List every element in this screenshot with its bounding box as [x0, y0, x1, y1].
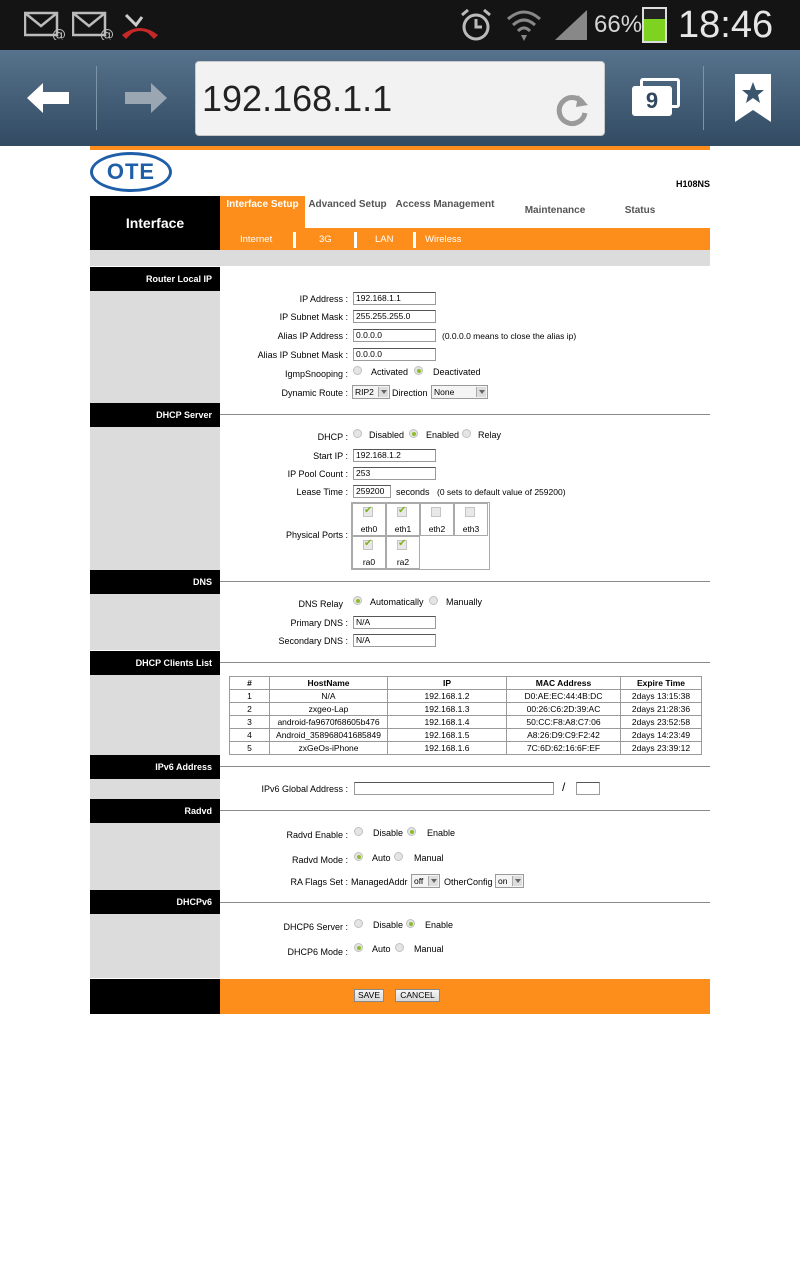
dhcp-disabled-label: Disabled	[369, 430, 405, 440]
section-title: Interface	[90, 196, 220, 250]
lease-time-label: Lease Time :	[296, 487, 348, 497]
dhcpv6-header: DHCPv6	[90, 890, 220, 914]
radvd-manual-label: Manual	[414, 853, 444, 863]
dhcp-enabled-radio[interactable]	[409, 429, 418, 438]
subtab-wireless[interactable]: Wireless	[425, 234, 462, 245]
svg-text:@: @	[52, 27, 66, 40]
ote-logo: OTE	[90, 152, 172, 192]
port-ra2[interactable]: ✔ ra2	[386, 536, 420, 569]
subtab-internet[interactable]: Internet	[240, 234, 273, 245]
igmp-deactivated-radio[interactable]	[414, 366, 423, 375]
table-header-row: # HostName IP MAC Address Expire Time	[230, 677, 702, 690]
dhcp6-server-label: DHCP6 Server :	[283, 922, 348, 932]
dns-header: DNS	[90, 570, 220, 594]
tab-status[interactable]: Status	[624, 205, 656, 216]
subtab-3g[interactable]: 3G	[319, 234, 332, 245]
dhcp-clients-table	[229, 676, 702, 755]
start-ip-label: Start IP :	[313, 451, 348, 461]
forward-button[interactable]	[98, 50, 194, 146]
secondary-dns-label: Secondary DNS :	[278, 636, 348, 646]
subtab-lan[interactable]: LAN	[375, 234, 394, 245]
ipv6-global-input[interactable]	[354, 782, 554, 795]
checkbox-icon	[431, 507, 441, 517]
back-arrow-icon	[25, 81, 71, 115]
cancel-button[interactable]: CANCEL	[395, 989, 440, 1002]
physical-ports-box	[351, 502, 490, 570]
tabs-icon	[630, 78, 680, 118]
port-eth2[interactable]: eth2	[420, 503, 454, 536]
dynamic-route-select[interactable]: RIP2	[352, 385, 390, 399]
dns-auto-label: Automatically	[370, 597, 424, 607]
ipv6-global-label: IPv6 Global Address :	[261, 784, 348, 794]
dhcp-clients-header: DHCP Clients List	[90, 651, 220, 675]
pool-count-input[interactable]: 253	[353, 467, 436, 480]
tab-interface-setup[interactable]: Interface Setup	[226, 199, 299, 210]
dhcp6-auto-radio[interactable]	[354, 943, 363, 952]
footer-left	[90, 979, 220, 1014]
tab-maintenance[interactable]: Maintenance	[524, 205, 586, 216]
battery-percent: 66%	[594, 11, 643, 38]
alias-ip-input[interactable]: 0.0.0.0	[353, 329, 436, 342]
ipv6-prefix-input[interactable]	[576, 782, 600, 795]
missed-call-icon	[120, 6, 162, 44]
dhcp6-manual-label: Manual	[414, 944, 444, 954]
url-text: 192.168.1.1	[202, 78, 393, 119]
dhcp-relay-label: Relay	[478, 430, 502, 440]
managed-addr-label: ManagedAddr	[351, 877, 408, 887]
start-ip-input[interactable]: 192.168.1.2	[353, 449, 436, 462]
dhcp-enabled-label: Enabled	[426, 430, 460, 440]
battery-icon	[642, 6, 667, 44]
radvd-auto-label: Auto	[372, 853, 391, 863]
dhcp6-auto-label: Auto	[372, 944, 391, 954]
refresh-icon[interactable]	[554, 80, 590, 153]
dns-manual-label: Manually	[446, 597, 483, 607]
router-local-ip-header: Router Local IP	[90, 267, 220, 291]
dhcp6-enable-text: Enable	[425, 920, 454, 930]
radvd-mode-label: Radvd Mode :	[291, 855, 348, 865]
table-row: 5 zxGeOs-iPhone 192.168.1.6 7C:6D:62:16:6F:EF 2days 23:39:12	[230, 742, 702, 755]
dns-relay-label: DNS Relay	[298, 599, 343, 609]
tab-advanced-setup[interactable]: Advanced Setup	[308, 199, 387, 210]
dhcp6-disable-radio[interactable]	[354, 919, 363, 928]
ra-flags-label: RA Flags Set :	[290, 877, 348, 887]
tab-access-management[interactable]: Access Management	[395, 199, 495, 210]
save-button[interactable]: SAVE	[354, 989, 384, 1002]
managed-addr-select[interactable]: off	[411, 874, 440, 888]
alias-note: (0.0.0.0 means to close the alias ip)	[442, 331, 577, 341]
footer-bar	[220, 979, 710, 1014]
tab-count: 9	[632, 86, 672, 116]
radvd-manual-radio[interactable]	[394, 852, 403, 861]
dhcp6-disable-label: Disable	[373, 920, 404, 930]
physical-ports-label: Physical Ports :	[285, 530, 348, 540]
dhcp-relay-radio[interactable]	[462, 429, 471, 438]
ip-address-label: IP Address :	[299, 294, 348, 304]
checkbox-icon	[363, 507, 373, 517]
forward-arrow-icon	[123, 81, 169, 115]
email-icon	[24, 6, 66, 44]
igmp-deactivated-label: Deactivated	[433, 367, 481, 377]
subnet-mask-label: IP Subnet Mask :	[279, 312, 348, 322]
bookmark-button[interactable]	[706, 50, 800, 146]
lease-note: (0 sets to default value of 259200)	[437, 487, 566, 497]
secondary-dns-input[interactable]: N/A	[353, 634, 436, 647]
dns-manual-radio[interactable]	[429, 596, 438, 605]
subnet-mask-input[interactable]: 255.255.255.0	[353, 310, 436, 323]
port-ra0[interactable]: ✔ ra0	[352, 536, 386, 569]
radvd-header: Radvd	[90, 799, 220, 823]
dhcp-disabled-radio[interactable]	[353, 429, 362, 438]
checkbox-icon	[397, 540, 407, 550]
radvd-auto-radio[interactable]	[354, 852, 363, 861]
port-eth3[interactable]: eth3	[454, 503, 488, 536]
address-bar[interactable]	[195, 61, 605, 136]
lease-unit: seconds	[396, 487, 430, 497]
dhcp6-mode-label: DHCP6 Mode :	[287, 947, 348, 957]
table-row: 4 Android_358968041685849 192.168.1.5 A8:26:D9:C9:F2:42 2days 14:23:49	[230, 729, 702, 742]
signal-icon	[553, 6, 589, 44]
direction-label: Direction	[392, 388, 428, 398]
alias-mask-input[interactable]: 0.0.0.0	[353, 348, 436, 361]
browser-toolbar	[0, 50, 800, 146]
router-page	[90, 146, 710, 1014]
table-row: 2 zxgeo-Lap 192.168.1.3 00:26:C6:2D:39:AC 2days 21:28:36	[230, 703, 702, 716]
dns-auto-radio[interactable]	[353, 596, 362, 605]
direction-select[interactable]: None	[431, 385, 488, 399]
alias-ip-label: Alias IP Address :	[277, 331, 348, 341]
bookmark-icon	[733, 72, 773, 124]
back-button[interactable]	[0, 50, 96, 146]
table-row: 3 android-fa9670f68605b476 192.168.1.4 50:CC:F8:A8:C7:06 2days 23:52:58	[230, 716, 702, 729]
status-bar	[0, 0, 800, 50]
dhcp-server-header: DHCP Server	[90, 403, 220, 427]
model-name: H108NS	[675, 179, 710, 189]
radvd-enable-label: Radvd Enable :	[286, 830, 348, 840]
dynamic-route-label: Dynamic Route :	[281, 388, 348, 398]
radvd-disable-radio[interactable]	[354, 827, 363, 836]
other-config-select[interactable]: on	[495, 874, 524, 888]
primary-dns-input[interactable]: N/A	[353, 616, 436, 629]
lease-time-input[interactable]: 259200	[353, 485, 391, 498]
radvd-enable-text: Enable	[427, 828, 456, 838]
email-icon	[72, 6, 114, 44]
wifi-icon	[506, 6, 542, 44]
prefix-slash: /	[562, 780, 566, 794]
port-eth0[interactable]: ✔ eth0	[352, 503, 386, 536]
radvd-enable-radio[interactable]	[407, 827, 416, 836]
dhcp-label: DHCP :	[317, 432, 348, 442]
checkbox-icon	[363, 540, 373, 550]
ip-address-input[interactable]: 192.168.1.1	[353, 292, 436, 305]
primary-dns-label: Primary DNS :	[290, 618, 348, 628]
checkbox-icon	[397, 507, 407, 517]
dhcp6-manual-radio[interactable]	[395, 943, 404, 952]
alarm-icon	[458, 6, 494, 44]
other-config-label: OtherConfig	[444, 877, 493, 887]
alias-mask-label: Alias IP Subnet Mask :	[257, 350, 348, 360]
table-row: 1 N/A 192.168.1.2 D0:AE:EC:44:4B:DC 2days 13:15:38	[230, 690, 702, 703]
radvd-disable-label: Disable	[373, 828, 404, 838]
checkbox-icon	[465, 507, 475, 517]
ipv6-header: IPv6 Address	[90, 755, 220, 779]
clock: 18:46	[678, 3, 774, 46]
igmp-activated-radio[interactable]	[353, 366, 362, 375]
pool-count-label: IP Pool Count :	[287, 469, 348, 479]
port-eth1[interactable]: ✔ eth1	[386, 503, 420, 536]
tabs-button[interactable]	[612, 50, 698, 146]
svg-text:@: @	[100, 27, 114, 40]
igmp-activated-label: Activated	[371, 367, 409, 377]
dhcp6-enable-radio[interactable]	[406, 919, 415, 928]
igmp-label: IgmpSnooping :	[284, 369, 348, 379]
